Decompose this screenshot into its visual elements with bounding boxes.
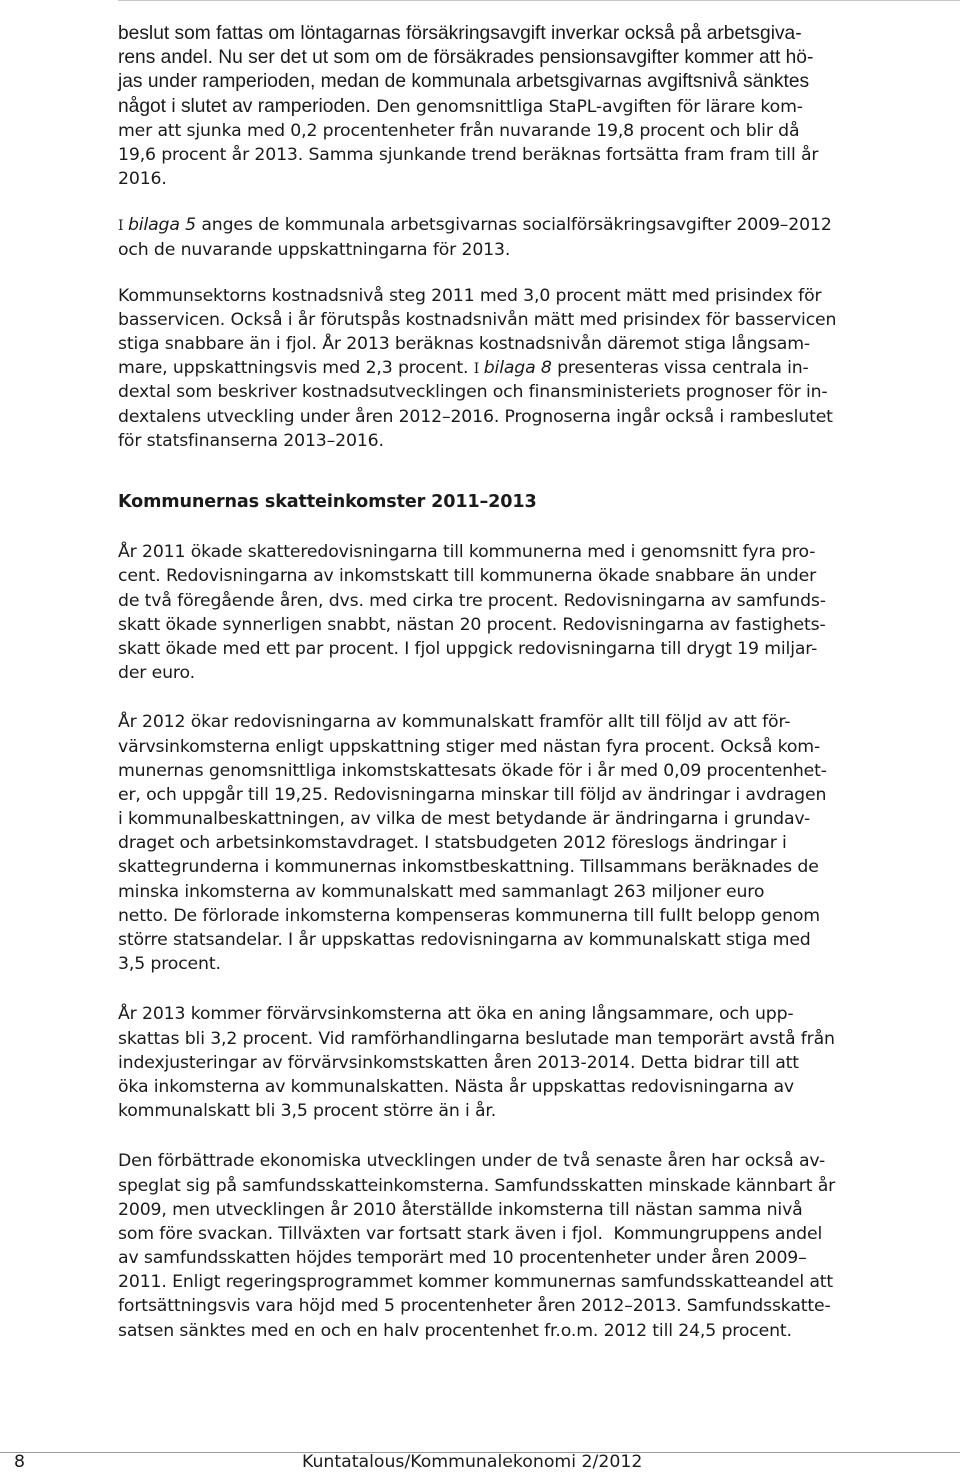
text-line bbox=[118, 540, 954, 564]
text-segment: satsen sänktes med en och en halv procentenhet fr.o.m. 2012 till 24,5 procent. bbox=[118, 1320, 792, 1341]
appendix-reference: bilaga 5 bbox=[127, 215, 196, 236]
text-segment: större statsandelar. I år uppskattas redovisningarna av kommunalskatt stiga med bbox=[118, 930, 811, 950]
text-line bbox=[118, 807, 954, 831]
paragraph-gap bbox=[118, 262, 954, 284]
text-segment: mer att sjunka med 0,2 procentenheter från nuvarande 19,8 procent och blir då bbox=[118, 120, 800, 141]
paragraph-gap bbox=[118, 685, 954, 710]
text-line bbox=[118, 143, 954, 167]
paragraph-gap bbox=[118, 976, 954, 1002]
text-segment: presenteras vissa centrala in- bbox=[551, 358, 809, 379]
text-segment: År 2013 kommer förvärvsinkomsterna att öka en aning långsammare, och upp- bbox=[118, 1004, 794, 1025]
text-segment: Den genomsnittliga StaPL-avgiften för lärare kom- bbox=[376, 96, 803, 117]
text-segment: minska inkomsterna av kommunalskatt med sammanlagt 263 miljoner euro bbox=[118, 881, 765, 902]
appendix-reference: bilaga 8 bbox=[483, 358, 552, 379]
publication-title: Kuntatalous/Kommunalekonomi 2/2012 bbox=[302, 1452, 643, 1472]
text-line bbox=[118, 46, 954, 70]
text-segment: Den förbättrade ekonomiska utvecklingen under de två senaste åren har också av- bbox=[118, 1151, 826, 1172]
text-segment: dextalens utveckling under åren 2012–2016. Prognoserna ingår också i rambeslutet bbox=[118, 406, 833, 427]
text-line bbox=[118, 735, 954, 759]
text-segment: av samfundsskatten höjdes temporärt med 10 procentenheter under åren 2009– bbox=[118, 1248, 807, 1269]
text-segment: basservicen. Också i år förutspås kostnadsnivån mätt med prisindex för basservicen bbox=[118, 309, 837, 330]
text-segment: Kommunernas skatteinkomster 2011–2013 bbox=[118, 492, 537, 512]
text-line bbox=[118, 429, 954, 453]
text-segment: 2011. Enligt regeringsprogrammet kommer kommunernas samfundsskatteandel att bbox=[118, 1272, 834, 1293]
text-line bbox=[118, 637, 954, 661]
text-line bbox=[118, 1051, 954, 1075]
text-line bbox=[118, 1294, 954, 1318]
text-line bbox=[118, 356, 954, 380]
text-segment: och de nuvarande uppskattningarna för 2013. bbox=[118, 239, 511, 260]
text-segment: något i slutet av ramperioden. bbox=[118, 95, 377, 117]
text-line bbox=[118, 1319, 954, 1343]
text-segment: netto. De förlorade inkomsterna kompenseras kommunerna till fullt belopp genom bbox=[118, 905, 820, 926]
text-line bbox=[118, 783, 954, 807]
text-line bbox=[118, 284, 954, 308]
text-line bbox=[118, 589, 954, 613]
text-line bbox=[118, 167, 954, 191]
text-line bbox=[118, 710, 954, 734]
text-line bbox=[118, 1270, 954, 1294]
text-segment: 19,6 procent år 2013. Samma sjunkande trend beräknas fortsätta fram fram till år bbox=[118, 144, 819, 165]
text-segment: mare, uppskattningsvis med 2,3 procent. bbox=[118, 358, 474, 379]
text-line bbox=[118, 1002, 954, 1026]
text-line bbox=[118, 405, 954, 429]
text-segment: skatt ökade synnerligen snabbt, nästan 20 procent. Redovisningarna av fastighets- bbox=[118, 614, 826, 635]
text-line bbox=[118, 1222, 954, 1246]
text-segment: värvsinkomsterna enligt uppskattning stiger med nästan fyra procent. Också kom- bbox=[118, 736, 821, 757]
text-segment: indexjusteringar av förvärvsinkomstskatten åren 2013-2014. Detta bidrar till att bbox=[118, 1052, 799, 1073]
text-line bbox=[118, 119, 954, 143]
text-line bbox=[118, 238, 954, 262]
text-segment: cent. Redovisningarna av inkomstskatt till kommunerna ökade snabbare än under bbox=[118, 566, 817, 587]
text-segment: anges de kommunala arbetsgivarnas socialförsäkringsavgifter 2009–2012 bbox=[196, 215, 832, 236]
text-segment: stiga snabbare än i fjol. År 2013 beräknas kostnadsnivån däremot stiga långsam- bbox=[118, 334, 810, 355]
text-line bbox=[118, 95, 954, 119]
text-segment: draget och arbetsinkomstavdraget. I statsbudgeten 2012 föreslogs ändringar i bbox=[118, 833, 787, 854]
text-segment: Kommunsektorns kostnadsnivå steg 2011 med 3,0 procent mätt med prisindex för bbox=[118, 285, 822, 306]
text-segment: År 2011 ökade skatteredovisningarna till kommunerna med i genomsnitt fyra pro- bbox=[118, 542, 816, 563]
text-line bbox=[118, 1174, 954, 1198]
text-line bbox=[118, 1075, 954, 1099]
text-segment: der euro. bbox=[118, 663, 195, 684]
text-segment: År 2012 ökar redovisningarna av kommunalskatt framför allt till följd av att för- bbox=[118, 712, 791, 733]
text-line bbox=[118, 904, 954, 928]
text-segment: 2016. bbox=[118, 169, 167, 190]
text-line bbox=[118, 880, 954, 904]
text-line bbox=[118, 759, 954, 783]
text-line bbox=[118, 831, 954, 855]
text-segment: som före svackan. Tillväxten var fortsatt stark även i fjol. Kommungruppens andel bbox=[118, 1223, 823, 1244]
text-line bbox=[118, 1246, 954, 1270]
page-number: 8 bbox=[14, 1452, 25, 1472]
text-segment: skattas bli 3,2 procent. Vid ramförhandlingarna beslutade man temporärt avstå från bbox=[118, 1028, 835, 1049]
text-line bbox=[118, 855, 954, 879]
top-rule bbox=[118, 0, 960, 1]
text-line bbox=[118, 213, 954, 237]
text-segment: I bbox=[473, 361, 484, 378]
text-segment: dextal som beskriver kostnadsutvecklingen och finansministeriets prognoser för in- bbox=[118, 382, 828, 403]
text-segment: för statsfinanserna 2013–2016. bbox=[118, 430, 384, 451]
text-segment: skattegrunderna i kommunernas inkomstbeskattning. Tillsammans beräknades de bbox=[118, 857, 819, 878]
text-segment: kommunalskatt bli 3,5 procent större än i år. bbox=[118, 1101, 497, 1122]
text-segment: 3,5 procent. bbox=[118, 954, 221, 975]
text-segment: I bbox=[118, 218, 128, 235]
text-line bbox=[118, 380, 954, 404]
text-segment: rens andel. Nu ser det ut som om de försäkrades pensionsavgifter kommer att hö- bbox=[118, 47, 814, 69]
text-line bbox=[118, 1198, 954, 1222]
section-heading bbox=[118, 490, 954, 514]
text-line bbox=[118, 564, 954, 588]
text-segment: beslut som fattas om löntagarnas försäkringsavgift inverkar också på arbetsgiva- bbox=[118, 23, 802, 44]
text-line bbox=[118, 661, 954, 685]
text-line bbox=[118, 22, 954, 46]
text-line bbox=[118, 1099, 954, 1123]
text-line bbox=[118, 613, 954, 637]
text-segment: skatt ökade med ett par procent. I fjol uppgick redovisningarna till drygt 19 miljar- bbox=[118, 638, 818, 659]
text-line bbox=[118, 1027, 954, 1051]
text-line bbox=[118, 1149, 954, 1173]
paragraph-gap bbox=[118, 1123, 954, 1149]
text-line bbox=[118, 952, 954, 976]
paragraph-gap bbox=[118, 514, 954, 540]
text-segment: de två föregående åren, dvs. med cirka tre procent. Redovisningarna av samfunds- bbox=[118, 590, 826, 611]
text-line bbox=[118, 928, 954, 952]
text-segment: er, och uppgår till 19,25. Redovisningarna minskar till följd av ändringar i avdragen bbox=[118, 784, 827, 805]
text-segment: jas under ramperioden, medan de kommunala arbetsgivarnas avgiftsnivå sänktes bbox=[118, 71, 810, 93]
text-segment: 2009, men utvecklingen år 2010 återställde inkomsterna till nästan samma nivå bbox=[118, 1199, 803, 1220]
text-segment: öka inkomsterna av kommunalskatten. Nästa år uppskattas redovisningarna av bbox=[118, 1076, 794, 1097]
paragraph-gap bbox=[118, 191, 954, 213]
document-body bbox=[118, 22, 954, 1343]
text-segment: fortsättningsvis vara höjd med 5 procentenheter åren 2012–2013. Samfundsskatte- bbox=[118, 1296, 831, 1317]
paragraph-gap bbox=[118, 453, 954, 490]
page-footer bbox=[0, 1452, 960, 1475]
text-segment: speglat sig på samfundsskatteinkomsterna. Samfundsskatten minskade kännbart år bbox=[118, 1175, 836, 1196]
text-line bbox=[118, 70, 954, 94]
text-line bbox=[118, 332, 954, 356]
text-segment: munernas genomsnittliga inkomstskattesats ökade för i år med 0,09 procentenhet- bbox=[118, 760, 827, 781]
text-line bbox=[118, 308, 954, 332]
text-segment: i kommunalbeskattningen, av vilka de mest betydande är ändringarna i grundav- bbox=[118, 809, 811, 830]
